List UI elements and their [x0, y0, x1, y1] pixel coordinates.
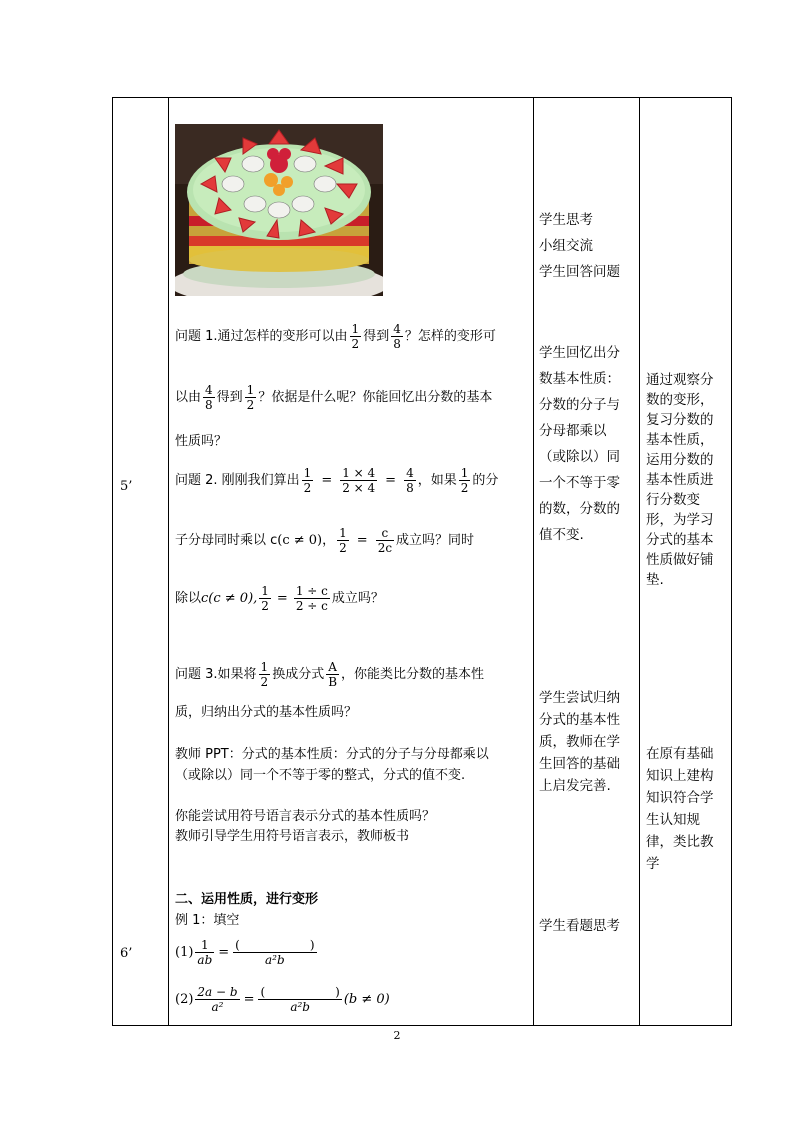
col-divider-3: [639, 98, 640, 1025]
student-text: 小组交流: [539, 238, 593, 254]
student-text: 学生思考: [539, 212, 593, 228]
intent-text: 生认知规: [646, 812, 700, 828]
student-block-4: [539, 916, 620, 936]
col-divider-1: [168, 98, 169, 1025]
student-text: 分式的基本性: [539, 712, 620, 728]
intent-text: 通过观察分: [646, 372, 714, 388]
student-block-3: [539, 687, 620, 797]
intent-block-2: [646, 743, 714, 875]
student-text: 学生回答问题: [539, 264, 620, 280]
question-1-line-2: 以由 $\frac{4}{8}$ 得到 $\frac{1}{2}$ ？依据是什么呢？你能回忆出分数的基本: [175, 383, 493, 412]
student-text: 学生尝试归纳: [539, 690, 620, 706]
intent-text: 律，类比教: [646, 834, 714, 850]
symbol-line-1: 你能尝试用符号语言表示分式的基本性质吗？: [175, 809, 436, 824]
section-2-heading: 二、运用性质，进行变形: [175, 892, 319, 907]
example-1-label: 例 1：填空: [175, 913, 240, 928]
ppt-line-1: 教师 PPT：分式的基本性质：分式的分子与分母都乘以: [175, 747, 489, 762]
question-1-line-3: 性质吗？: [175, 434, 228, 449]
student-text: 生回答的基础: [539, 756, 620, 772]
example-1-item-1: (1) $\frac{1}{ab}$ = $\frac{( )}{\text{a²b}}$: [175, 938, 315, 967]
question-2-line-1: 问题 2. 刚刚我们算出 $\frac{1}{2}$ = $\frac{1 \times 4}{2 \times 4}$ = $\frac{4}{8}$ ，如果 $\frac{1}{2}$ 的分: [175, 466, 499, 495]
student-text: 数基本性质：: [539, 371, 620, 387]
student-text: 一个不等于零: [539, 475, 620, 491]
intent-text: 分式的基本: [646, 532, 714, 548]
intent-text: 在原有基础: [646, 746, 714, 762]
question-3-line-1: 问题 3.如果将 $\frac{1}{2}$ 换成分式 $\frac{A}{B}$ ，你能类比分数的基本性: [175, 660, 485, 689]
col-divider-2: [533, 98, 534, 1025]
intent-text: 性质做好铺: [646, 552, 714, 568]
student-text: 值不变.: [539, 527, 584, 543]
intent-text: 知识上建构: [646, 768, 714, 784]
intent-text: 垫.: [646, 572, 664, 588]
student-block-2: [539, 340, 620, 548]
student-text: 学生看题思考: [539, 918, 620, 934]
time-6min: 6’: [120, 946, 133, 961]
ppt-line-2: （或除以）同一个不等于零的整式，分式的值不变.: [175, 768, 466, 783]
intent-text: 运用分数的: [646, 452, 714, 468]
student-text: 学生回忆出分: [539, 345, 620, 361]
intent-text: 数的变形，: [646, 392, 714, 408]
intent-text: 形，为学习: [646, 512, 714, 528]
example-1-item-2: (2) $\frac{2a - b}{\text{a²}}$ = $\frac{( )}{\text{a²b}}$ (b ≠ 0): [175, 985, 390, 1014]
intent-text: 学: [646, 856, 660, 872]
intent-block-1: [646, 370, 714, 590]
time-5min: 5’: [120, 479, 133, 494]
student-text: 分母都乘以: [539, 423, 607, 439]
intent-text: 知识符合学: [646, 790, 714, 806]
strawberry-cake-image: [175, 124, 383, 296]
student-text: 质，教师在学: [539, 734, 620, 750]
student-text: 的数，分数的: [539, 501, 620, 517]
intent-text: 行分数变: [646, 492, 700, 508]
student-text: （或除以）同: [539, 449, 620, 465]
question-2-line-2: 子分母同时乘以 c(c ≠ 0)， $\frac{1}{2}$ = $\frac{c}{2c}$ 成立吗？同时: [175, 526, 475, 555]
symbol-line-2: 教师引导学生用符号语言表示，教师板书: [175, 829, 410, 844]
student-text: 分数的分子与: [539, 397, 620, 413]
intent-text: 复习分数的: [646, 412, 714, 428]
question-1-line-1: 问题 1.通过怎样的变形可以由 $\frac{1}{2}$ 得到 $\frac{4}{8}$ ？怎样的变形可: [175, 322, 496, 351]
page-number: 2: [393, 1029, 401, 1042]
question-3-line-2: 质，归纳出分式的基本性质吗？: [175, 705, 358, 720]
intent-text: 基本性质，: [646, 432, 714, 448]
student-block-1: [539, 207, 620, 285]
question-2-line-3: 除以c(c ≠ 0), $\frac{1}{2}$ = $\frac{1 \div c}{2 \div c}$ 成立吗？: [175, 584, 384, 613]
student-text: 上启发完善.: [539, 778, 611, 794]
intent-text: 基本性质进: [646, 472, 714, 488]
